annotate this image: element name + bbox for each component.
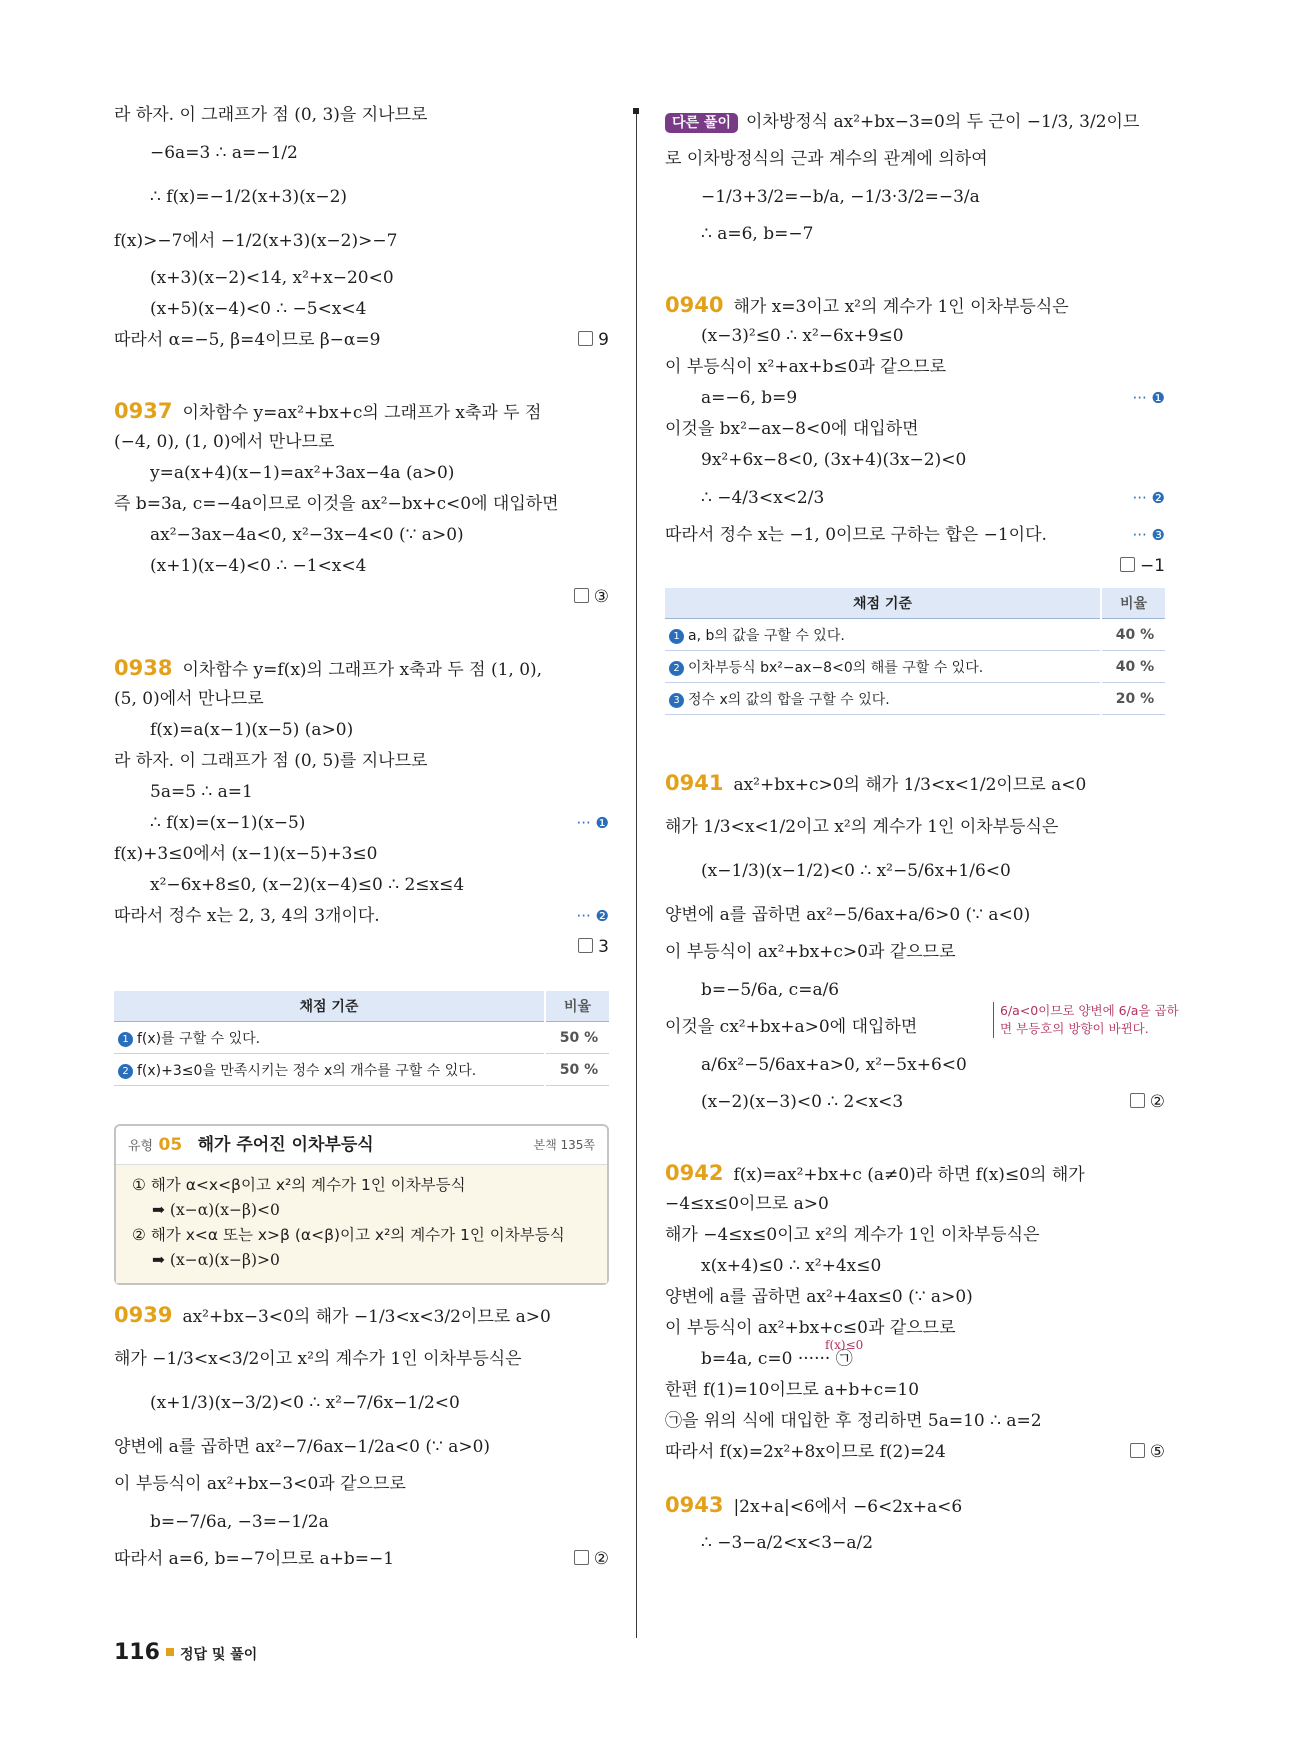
spacer [114, 356, 609, 396]
math-line: x²−6x+8≤0, (x−2)(x−4)≤0 ∴ 2≤x≤4 [150, 875, 465, 895]
text-line: 이 부등식이 x²+ax+b≤0과 같으므로 [665, 357, 946, 377]
answer-mark [574, 582, 609, 613]
text: 이것을 cx²+bx+a>0에 대입하면 [665, 1017, 918, 1037]
answer-value: ③ [593, 587, 609, 607]
spacer [114, 613, 609, 653]
divider-marker [633, 108, 639, 114]
table-row [665, 651, 1165, 683]
text-line: 해가 −1/3<x<3/2이고 x²의 계수가 1인 이차부등식은 [114, 1349, 522, 1369]
text-line: 이 부등식이 ax²+bx−3<0과 같으므로 [114, 1474, 406, 1494]
text-line [665, 1158, 1165, 1189]
text-line [114, 1544, 609, 1575]
math-line: f(x)+3≤0에서 (x−1)(x−5)+3≤0 [114, 844, 378, 864]
spacer [665, 250, 1165, 290]
step-marker: ··· ❷ [576, 907, 609, 925]
math-line: −1/3+3/2=−b/a, −1/3·3/2=−3/a [701, 187, 980, 207]
text-line: 해가 −4≤x≤0이고 x²의 계수가 1인 이차부등식은 [665, 1225, 1040, 1245]
text-line: 이 부등식이 ax²+bx+c>0과 같으므로 [665, 942, 956, 962]
text: 이차함수 y=ax²+bx+c의 그래프가 x축과 두 점 [182, 403, 542, 423]
text: 따라서 정수 x는 2, 3, 4의 3개이다. [114, 906, 380, 926]
math-line: 양변에 a를 곱하면 ax²+4ax≤0 (∵ a>0) [665, 1287, 973, 1307]
text-line: 즉 b=3a, c=−4a이므로 이것을 ax²−bx+c<0에 대입하면 [114, 494, 559, 514]
answer-value: 3 [598, 937, 609, 957]
table-header-row [665, 588, 1165, 619]
text-line [114, 1293, 609, 1337]
problem-number: 0939 [114, 1303, 173, 1327]
answer-mark [578, 325, 609, 356]
answer-value: −1 [1139, 556, 1165, 576]
alt-solution-tag: 다른 풀이 [665, 113, 738, 133]
table-cell: 20 % [1101, 683, 1165, 715]
text: (x−2)(x−3)<0 ∴ 2<x<3 [701, 1092, 904, 1112]
math-line: f(x)>−7에서 −1/2(x+3)(x−2)>−7 [114, 231, 398, 251]
spacer [665, 721, 1165, 761]
type-line: ➡ (x−α)(x−β)>0 [152, 1251, 280, 1269]
step-1-icon: 1 [118, 1032, 133, 1047]
math-line: ∴ −3−a/2<x<3−a/2 [701, 1533, 874, 1553]
math-line [665, 476, 1165, 520]
text-line: (5, 0)에서 만나므로 [114, 689, 264, 709]
page-number: 116 [114, 1640, 160, 1665]
grading-table [114, 991, 609, 1086]
table-cell: 40 % [1101, 619, 1165, 651]
table-cell [665, 651, 1101, 683]
table-row [665, 683, 1165, 715]
answer-mark [578, 932, 609, 963]
type-line: ② 해가 x<α 또는 x>β (α<β)이고 x²의 계수가 1인 이차부등식 [132, 1226, 565, 1244]
text: ax²+bx+c>0의 해가 1/3<x<1/2이므로 a<0 [733, 775, 1087, 795]
grading-table [665, 588, 1165, 715]
spacer [665, 1468, 1165, 1490]
text-line: (−4, 0), (1, 0)에서 만나므로 [114, 432, 335, 452]
table-header-row [114, 991, 609, 1022]
table-row [665, 619, 1165, 651]
alternative-solution [665, 100, 1165, 250]
table-cell: 40 % [1101, 651, 1165, 683]
text: f(x)=ax²+bx+c (a≠0)라 하면 f(x)≤0의 해가 [733, 1165, 1085, 1185]
text-line [114, 396, 609, 427]
math-line: b=−7/6a, −3=−1/2a [150, 1512, 329, 1532]
table-cell [665, 683, 1101, 715]
answer-value: 9 [598, 330, 609, 350]
cell-text: 이차부등식 bx²−ax−8<0의 해를 구할 수 있다. [688, 659, 984, 676]
type-box [114, 1124, 609, 1285]
spacer [114, 963, 609, 985]
text-line [665, 290, 1165, 321]
answer-value: ② [593, 1549, 609, 1569]
text-line [665, 1313, 1165, 1352]
problem-0939 [114, 1293, 609, 1575]
text: ∴ −4/3<x<2/3 [701, 488, 825, 508]
step-marker: ··· ❷ [1132, 489, 1165, 507]
math-line: −6a=3 ∴ a=−1/2 [150, 143, 298, 163]
footer-title: 정답 및 풀이 [179, 1647, 258, 1663]
table-header: 채점 기준 [665, 588, 1101, 619]
text-line: −4≤x≤0이므로 a>0 [665, 1194, 829, 1214]
text-line [665, 1437, 1165, 1468]
table-header: 채점 기준 [114, 991, 545, 1022]
math-line: b=−5/6a, c=a/6 [701, 980, 840, 1000]
text: 따라서 정수 x는 −1, 0이므로 구하는 합은 −1이다. [665, 525, 1047, 545]
text-line: 로 이차방정식의 근과 계수의 관계에 의하여 [665, 149, 988, 169]
answer-mark [1130, 1087, 1165, 1118]
type-header [116, 1126, 607, 1165]
math-line: 5a=5 ∴ a=1 [150, 782, 253, 802]
text-line [665, 520, 1165, 551]
problem-0938 [114, 653, 609, 1086]
page-footer [114, 1640, 257, 1665]
answer-icon [1130, 1093, 1145, 1108]
answer-mark [574, 1544, 609, 1575]
type-number: 05 [158, 1135, 183, 1155]
problem-number: 0943 [665, 1493, 724, 1517]
answer-line [665, 551, 1165, 582]
column-divider [636, 108, 637, 1638]
text: 따라서 α=−5, β=4이므로 β−α=9 [114, 330, 381, 350]
math-line: ax²−3ax−4a<0, x²−3x−4<0 (∵ a>0) [150, 525, 464, 545]
step-2-icon: 2 [669, 661, 684, 676]
math-line: a/6x²−5/6ax+a>0, x²−5x+6<0 [701, 1055, 967, 1075]
math-line: (x+1)(x−4)<0 ∴ −1<x<4 [150, 556, 367, 576]
type-line: ➡ (x−α)(x−β)<0 [152, 1201, 280, 1219]
text: 이 부등식이 ax²+bx+c≤0과 같으므로 [665, 1318, 956, 1338]
problem-0937 [114, 396, 609, 613]
text-line [665, 100, 1165, 144]
problem-0941 [665, 761, 1179, 1118]
text-line [665, 1003, 1179, 1043]
text: 이차함수 y=f(x)의 그래프가 x축과 두 점 (1, 0), [182, 660, 543, 680]
cell-text: f(x)+3≤0을 만족시키는 정수 x의 개수를 구할 수 있다. [137, 1062, 477, 1079]
cell-text: 정수 x의 값의 합을 구할 수 있다. [688, 691, 890, 708]
text-line [114, 901, 609, 932]
math-line: 한편 f(1)=10이므로 a+b+c=10 [665, 1380, 920, 1400]
math-line [665, 1087, 1165, 1118]
step-2-icon: 2 [118, 1064, 133, 1079]
problem-number: 0937 [114, 399, 173, 423]
cell-text: f(x)를 구할 수 있다. [137, 1030, 261, 1047]
text-line [114, 325, 609, 356]
problem-number: 0940 [665, 293, 724, 317]
answer-icon [574, 1550, 589, 1565]
problem-0943 [665, 1490, 1165, 1565]
table-cell: 50 % [545, 1022, 609, 1054]
problem-number: 0942 [665, 1161, 724, 1185]
spacer [114, 1092, 609, 1114]
math-line: 9x²+6x−8<0, (3x+4)(3x−2)<0 [701, 450, 967, 470]
math-line: 양변에 a를 곱하면 ax²−7/6ax−1/2a<0 (∵ a>0) [114, 1437, 491, 1457]
text: a=−6, b=9 [701, 388, 798, 408]
math-line [114, 808, 609, 839]
footer-square-icon [166, 1648, 174, 1656]
step-marker: ··· ❶ [1132, 389, 1165, 407]
problem-number: 0938 [114, 656, 173, 680]
step-1-icon: 1 [669, 629, 684, 644]
math-line: y=a(x+4)(x−1)=ax²+3ax−4a (a>0) [150, 463, 455, 483]
text-line [114, 653, 609, 684]
text: 따라서 f(x)=2x²+8x이므로 f(2)=24 [665, 1442, 946, 1462]
math-line [665, 383, 1165, 414]
right-column [665, 100, 1179, 1565]
type-label: 유형 [128, 1139, 154, 1154]
math-line: (x+5)(x−4)<0 ∴ −5<x<4 [150, 299, 367, 319]
problem-0940 [665, 290, 1165, 715]
text-line: ㉠을 위의 식에 대입한 후 정리하면 5a=10 ∴ a=2 [665, 1411, 1042, 1431]
text: ax²+bx−3<0의 해가 −1/3<x<3/2이므로 a>0 [182, 1307, 551, 1327]
step-marker: ··· ❶ [576, 814, 609, 832]
math-line: 양변에 a를 곱하면 ax²−5/6ax+a/6>0 (∵ a<0) [665, 905, 1031, 925]
text: 따라서 a=6, b=−7이므로 a+b=−1 [114, 1549, 395, 1569]
table-row [114, 1054, 609, 1086]
text: 해가 x=3이고 x²의 계수가 1인 이차부등식은 [733, 297, 1069, 317]
table-cell [114, 1054, 545, 1086]
text: |2x+a|<6에서 −6<2x+a<6 [733, 1497, 963, 1517]
answer-mark [1130, 1437, 1165, 1468]
text: 이차방정식 ax²+bx−3=0의 두 근이 −1/3, 3/2이므 [745, 112, 1140, 132]
answer-value: ⑤ [1149, 1442, 1165, 1462]
table-row [114, 1022, 609, 1054]
text-line [665, 1490, 1165, 1521]
answer-icon [578, 938, 593, 953]
table-cell [114, 1022, 545, 1054]
text-line: 라 하자. 이 그래프가 점 (0, 5)를 지나므로 [114, 751, 428, 771]
text-line [665, 761, 1165, 805]
table-header: 비율 [545, 991, 609, 1022]
math-line: ∴ f(x)=−1/2(x+3)(x−2) [150, 187, 348, 207]
problem-0942 [665, 1158, 1165, 1468]
text: ∴ f(x)=(x−1)(x−5) [150, 813, 306, 833]
text-line: 라 하자. 이 그래프가 점 (0, 3)을 지나므로 [114, 105, 428, 125]
table-cell: 50 % [545, 1054, 609, 1086]
answer-icon [574, 588, 589, 603]
math-line: (x+3)(x−2)<14, x²+x−20<0 [150, 268, 394, 288]
answer-value: ② [1149, 1092, 1165, 1112]
type-body [116, 1165, 607, 1283]
cell-text: a, b의 값을 구할 수 있다. [688, 627, 845, 644]
left-column [114, 100, 609, 1575]
math-line: x(x+4)≤0 ∴ x²+4x≤0 [701, 1256, 882, 1276]
type-reference: 본책 135쪽 [533, 1138, 595, 1152]
math-line: (x−1/3)(x−1/2)<0 ∴ x²−5/6x+1/6<0 [701, 861, 1011, 881]
answer-mark [1120, 551, 1165, 582]
spacer [665, 1118, 1165, 1158]
type-title: 해가 주어진 이차부등식 [197, 1135, 374, 1155]
math-line: f(x)=a(x−1)(x−5) (a>0) [150, 720, 354, 740]
problem-number: 0941 [665, 771, 724, 795]
text-line: 이것을 bx²−ax−8<0에 대입하면 [665, 419, 919, 439]
math-line: ∴ a=6, b=−7 [701, 224, 814, 244]
math-line: b=4a, c=0 ······ ㉠ [701, 1349, 853, 1369]
math-line: (x+1/3)(x−3/2)<0 ∴ x²−7/6x−1/2<0 [150, 1393, 460, 1413]
answer-icon [578, 331, 593, 346]
side-note: 6/a<0이므로 양변에 6/a을 곱하면 부등호의 방향이 바뀐다. [993, 1002, 1180, 1038]
table-header: 비율 [1101, 588, 1165, 619]
text-line: 해가 1/3<x<1/2이고 x²의 계수가 1인 이차부등식은 [665, 817, 1059, 837]
answer-line [114, 582, 609, 613]
answer-icon [1120, 557, 1135, 572]
underbrace-label: f(x)≤0 [825, 1338, 864, 1352]
answer-icon [1130, 1443, 1145, 1458]
type-line: ① 해가 α<x<β이고 x²의 계수가 1인 이차부등식 [132, 1176, 466, 1194]
step-marker: ··· ❸ [1132, 526, 1165, 544]
table-cell [665, 619, 1101, 651]
answer-line [114, 932, 609, 963]
step-3-icon: 3 [669, 693, 684, 708]
math-line: (x−3)²≤0 ∴ x²−6x+9≤0 [701, 326, 904, 346]
